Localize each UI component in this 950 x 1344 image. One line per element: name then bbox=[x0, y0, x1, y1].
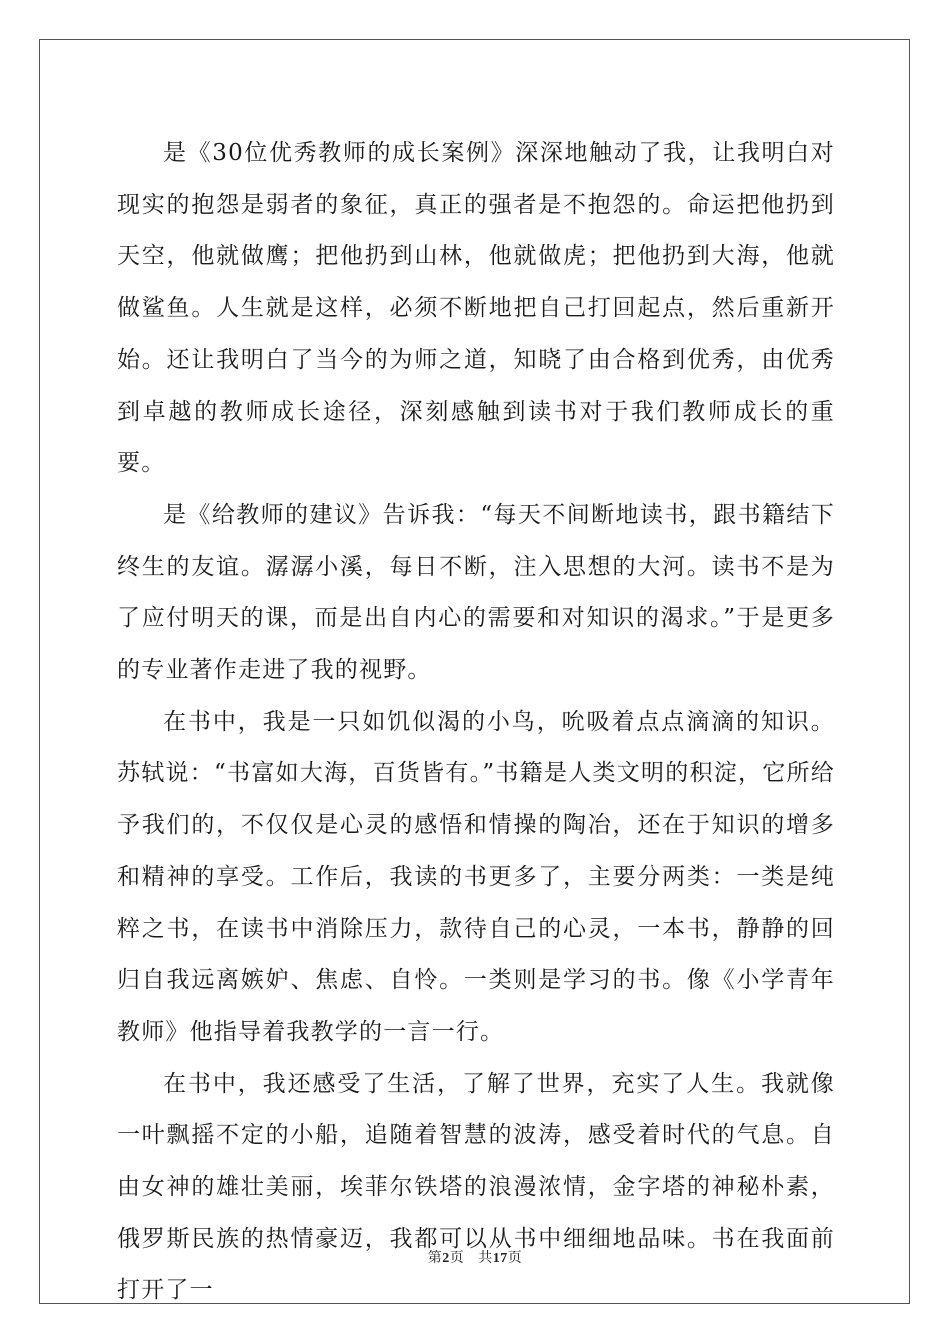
current-page-number: 2 bbox=[442, 1251, 450, 1266]
page-footer bbox=[0, 1247, 950, 1267]
page-prefix: 第 bbox=[427, 1251, 443, 1266]
total-suffix: 页 bbox=[507, 1251, 523, 1266]
paragraph-4: 在书中，我还感受了生活，了解了世界，充实了人生。我就像一叶飘摇不定的小船，追随着智慧的波涛，感受着时代的气息。自由女神的雄壮美丽，埃菲尔铁塔的浪漫浓情，金字塔的神秘朴素，俄罗斯民族的热情豪迈，我都可以从书中细细地品味。书在我面前打开了一 bbox=[117, 1070, 835, 1304]
page-suffix: 页 bbox=[449, 1251, 465, 1266]
total-prefix: 共 bbox=[478, 1251, 493, 1266]
paragraph-2: 是《给教师的建议》告诉我：“每天不间断地读书，跟书籍结下终生的友谊。潺潺小溪，每日不断，注入思想的大河。读书不是为了应付明天的课，而是出自内心的需要和对知识的渴求。”于是更多的专业著作走进了我的视野。 bbox=[117, 501, 835, 684]
paragraph-1: 是《30位优秀教师的成长案例》深深地触动了我，让我明白对现实的抱怨是弱者的象征，真正的强者是不抱怨的。命运把他扔到天空，他就做鹰；把他扔到山林，他就做虎；把他扔到大海，他就做鲨鱼。人生就是这样，必须不断地把自己打回起点，然后重新开始。还让我明白了当今的为师之道，知晓了由合格到优秀，由优秀到卓越的教师成长途径，深刻感触到读书对于我们教师成长的重要。 bbox=[117, 140, 835, 477]
paragraph-3: 在书中，我是一只如饥似渴的小鸟，吮吸着点点滴滴的知识。苏轼说：“书富如大海，百货皆有。”书籍是人类文明的积淀，它所给予我们的，不仅仅是心灵的感悟和情操的陶冶，还在于知识的增多和精神的享受。工作后，我读的书更多了，主要分两类：一类是纯粹之书，在读书中消除压力，款待自己的心灵，一本书，静静的回归自我远离嫉妒、焦虑、自怜。一类则是学习的书。像《小学青年教师》他指导着我教学的一言一行。 bbox=[117, 708, 835, 1045]
document-body bbox=[117, 128, 835, 1317]
total-page-count: 17 bbox=[492, 1251, 508, 1266]
